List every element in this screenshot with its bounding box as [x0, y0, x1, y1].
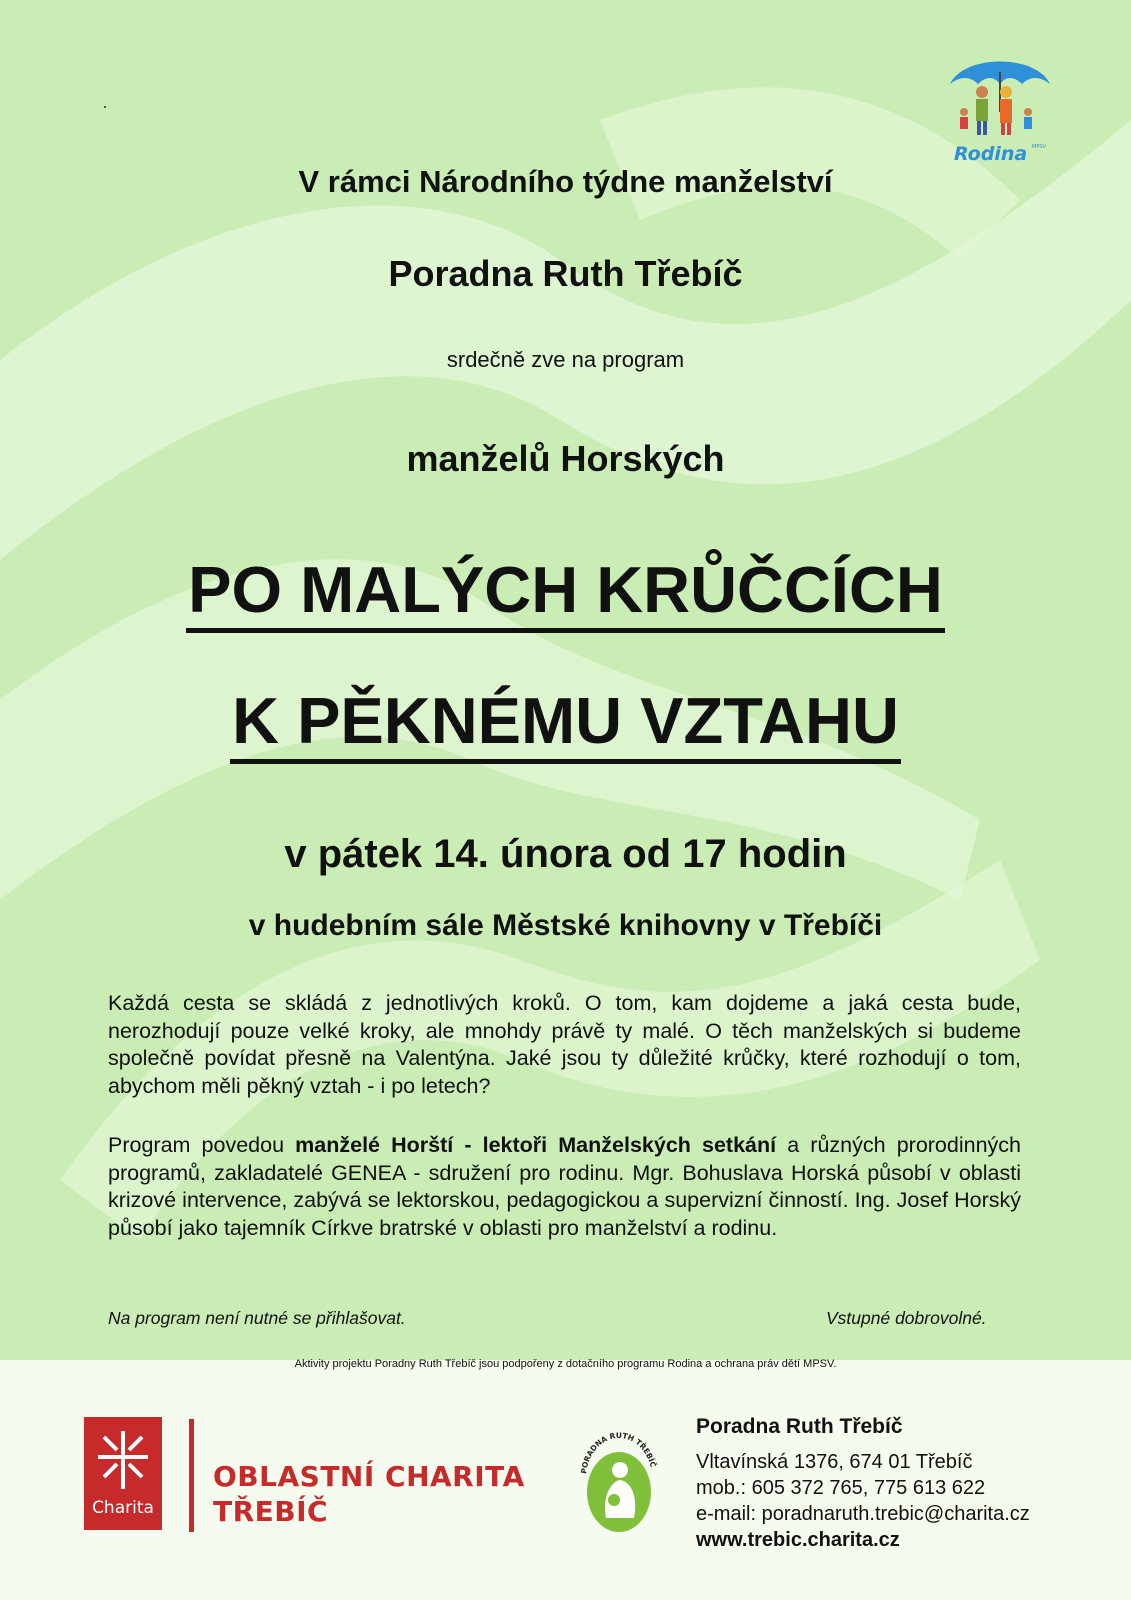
- speck: [104, 106, 106, 108]
- contact-address: Vltavínská 1376, 674 01 Třebíč: [696, 1451, 973, 1473]
- para2-bold: manželé Horští - lektoři Manželských setkání: [295, 1133, 777, 1157]
- charita-divider: [189, 1419, 194, 1532]
- title-line1-text: PO MALÝCH KRŮČCÍCH: [186, 553, 945, 633]
- organizer-name: Poradna Ruth Třebíč: [388, 253, 743, 294]
- para2-intro: Program povedou: [108, 1133, 296, 1157]
- title-line2-text: K PĚKNÉMU VZTAHU: [230, 684, 901, 764]
- event-date: v pátek 14. února od 17 hodin: [284, 832, 847, 876]
- contact-block: [696, 1414, 1030, 1553]
- program-title-line1: [0, 552, 1131, 627]
- contact-email[interactable]: e-mail: poradnaruth.trebic@charita.cz: [696, 1503, 1030, 1525]
- poradna-ruth-logo: [576, 1420, 662, 1540]
- intro-text: V rámci Národního týdne manželství: [298, 164, 833, 199]
- charita-name-line1: OBLASTNÍ CHARITA: [213, 1460, 525, 1493]
- contact-website-link[interactable]: www.trebic.charita.cz: [696, 1529, 900, 1551]
- event-venue: v hudebním sále Městské knihovny v Třebíči: [248, 909, 883, 942]
- admission-note: Vstupné dobrovolné.: [826, 1308, 987, 1328]
- support-footnote: Aktivity projektu Poradny Ruth Třebíč jsou podpořeny z dotačního programu Rodina a ochrana práv dětí MPSV.: [294, 1358, 837, 1370]
- para2-rest: a různých prorodinných programů, zakladatelé GENEA - sdružení pro rodinu. Mgr. Bohuslava Horská působí v oblasti krizové intervence, zabývá se lektorskou, pedagogickou a supervizní činností. Ing. Josef Horský působí jako tajemník Církve bratrské v oblasti pro manželství a rodinu.: [108, 1133, 1021, 1240]
- lecturers-name: manželů Horských: [406, 438, 725, 479]
- contact-phone: mob.: 605 372 765, 775 613 622: [696, 1477, 986, 1499]
- mpsv-mark: MPSV: [1032, 144, 1046, 150]
- invitation-text: srdečně zve na program: [446, 347, 685, 372]
- rodina-logo: [944, 52, 1056, 177]
- ruth-ring-text: PORADNA RUTH TŘEBÍČ: [579, 1430, 658, 1475]
- contact-name: Poradna Ruth Třebíč: [696, 1415, 903, 1438]
- rodina-wordmark: Rodina: [954, 143, 1028, 165]
- charita-emblem: [84, 1417, 162, 1530]
- description-paragraph: Každá cesta se skládá z jednotlivých kroků. O tom, kam dojdeme a jaká cesta bude, nerozhodují pouze velké kroky, ale mnohdy právě ty malé. O těch manželských si budeme společně povídat přesně na Valentýna. Jaké jsou ty důležité krůčky, které rozhodují o tom, abychom měli pěkný vztah - i po letech?: [108, 991, 1021, 1098]
- program-title-line2: [0, 683, 1131, 758]
- charita-emblem-label: Charita: [92, 1498, 154, 1518]
- lecturers-paragraph: [108, 1132, 1021, 1242]
- registration-note: Na program není nutné se přihlašovat.: [108, 1308, 406, 1328]
- charita-name-line2: TŘEBÍČ: [213, 1495, 329, 1528]
